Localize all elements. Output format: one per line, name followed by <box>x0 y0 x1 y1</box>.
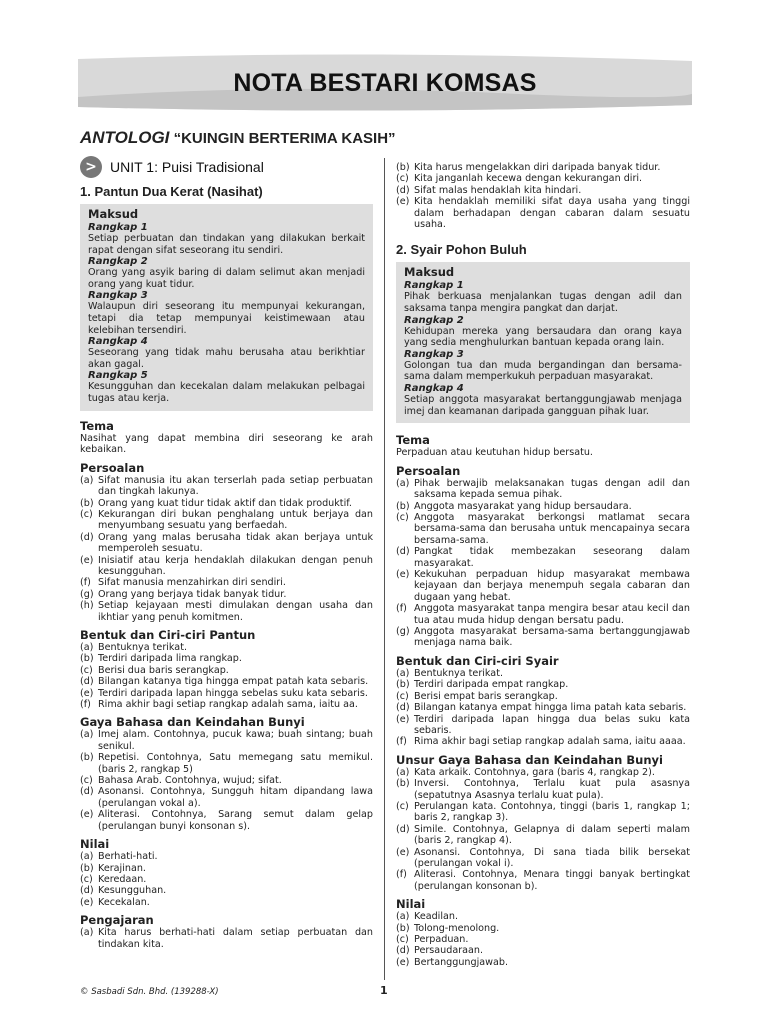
persoalan-list <box>396 478 690 649</box>
left-column <box>80 153 373 950</box>
bentuk-heading: Bentuk dan Ciri-ciri Pantun <box>80 628 256 642</box>
tema-heading: Tema <box>396 433 430 448</box>
bentuk-list <box>80 642 373 710</box>
list-item: (c) Berisi empat baris serangkap. <box>396 690 558 702</box>
pengajaran-heading: Pengajaran <box>80 913 154 928</box>
list-item: (f) Rima akhir bagi setiap rangkap adalah sama, iaitu aa. <box>80 699 358 711</box>
chevron-right-icon: > <box>80 156 102 178</box>
persoalan-heading: Persoalan <box>80 460 145 475</box>
list-item: (b) Kita harus mengelakkan diri daripada banyak tidur. <box>396 162 661 173</box>
maksud-box-syair <box>396 262 690 423</box>
list-item: (c) Keredaan. <box>80 873 147 885</box>
list-item: (b) Kerajinan. <box>80 862 146 874</box>
maksud-heading: Maksud <box>88 207 139 221</box>
list-item: (e) Kekukuhan perpaduan hidup masyarakat membawa kejayaan dan berjaya menempuh segala cabaran dan dugaan yang hebat. <box>396 569 690 603</box>
unit-title: UNIT 1: Puisi Tradisional <box>110 158 264 175</box>
list-item: (d) Pangkat tidak membezakan seseorang dalam masyarakat. <box>396 546 690 569</box>
list-item: (f) Sifat manusia menzahirkan diri sendiri. <box>80 577 286 589</box>
list-item: (a) Imej alam. Contohnya, pucuk kawa; buah sintang; buah senikul. <box>80 729 373 752</box>
pengajaran-list-continued <box>396 162 690 230</box>
list-item: (e) Bertanggungjawab. <box>396 956 508 968</box>
list-item: (c) Kita janganlah kecewa dengan kekurangan diri. <box>396 173 643 185</box>
section-title-pantun: 1. Pantun Dua Kerat (Nasihat) <box>80 184 263 199</box>
list-item: (e) Kita hendaklah memiliki sifat daya usaha yang tinggi dalam berhadapan dengan cabaran dalam sesuatu usaha. <box>396 196 690 231</box>
list-item: (a) Keadilan. <box>396 911 459 923</box>
list-item: (f) Rima akhir bagi setiap rangkap adalah sama, iaitu aaaa. <box>396 736 686 748</box>
rangkap-label: Rangkap 5 <box>88 370 148 382</box>
list-item: (d) Bilangan katanya empat hingga lima patah kata sebaris. <box>396 702 687 714</box>
rangkap-label: Rangkap 2 <box>404 314 464 326</box>
rangkap-text: Pihak berkuasa menjalankan tugas dengan adil dan saksama tanpa mengira pangkat dan darjat. <box>404 291 682 315</box>
list-item: (e) Terdiri daripada lapan hingga dua belas suku kata sebaris. <box>396 713 690 736</box>
list-item: (b) Orang yang kuat tidur tidak aktif dan tidak produktif. <box>80 497 352 509</box>
list-item: (f) Anggota masyarakat tanpa mengira besar atau kecil dan tua atau muda hidup dengan bersatu padu. <box>396 603 690 626</box>
unit-heading <box>80 153 373 180</box>
rangkap-label: Rangkap 2 <box>88 256 148 268</box>
list-item: (a) Pihak berwajib melaksanakan tugas dengan adil dan saksama kepada semua pihak. <box>396 477 690 501</box>
title-banner <box>78 53 692 113</box>
nilai-heading: Nilai <box>80 837 110 852</box>
list-item: (d) Kesungguhan. <box>80 885 167 897</box>
page-number: 1 <box>380 984 388 997</box>
rangkap-text: Walaupun diri seseorang itu mempunyai kekurangan, tetapi dia tetap mempunyai keistimewaan atau kelebihan tersendiri. <box>88 301 365 336</box>
list-item: (g) Orang yang berjaya tidak banyak tidur. <box>80 588 287 600</box>
column-divider <box>384 158 385 980</box>
list-item: (e) Inisiatif atau kerja hendaklah dilakukan dengan penuh kesungguhan. <box>80 554 373 577</box>
list-item: (h) Setiap kejayaan mesti dimulakan dengan usaha dan ikhtiar yang penuh komitmen. <box>80 600 373 623</box>
rangkap-text: Orang yang asyik baring di dalam selimut akan menjadi orang yang kuat tidur. <box>88 267 365 290</box>
rangkap-text: Setiap perbuatan dan tindakan yang dilakukan berkait rapat dengan sifat seseorang itu sendiri. <box>88 233 365 256</box>
list-item: (a) Kata arkaik. Contohnya, gara (baris 4, rangkap 2). <box>396 766 655 778</box>
copyright-footer: © Sasbadi Sdn. Bhd. (139288-X) <box>80 987 219 997</box>
list-item: (c) Berisi dua baris serangkap. <box>80 664 229 676</box>
persoalan-list <box>80 475 373 623</box>
list-item: (d) Asonansi. Contohnya, Sungguh hitam dipandang lawa (perulangan vokal a). <box>80 786 373 809</box>
list-item: (b) Tolong-menolong. <box>396 922 500 934</box>
list-item: (c) Kekurangan diri bukan penghalang untuk berjaya dan menyumbang sesuatu yang berfaedah. <box>80 508 373 532</box>
list-item: (e) Asonansi. Contohnya, Di sana tiada bilik bersekat (perulangan vokal i). <box>396 846 690 869</box>
rangkap-text: Setiap anggota masyarakat bertanggungjawab menjaga imej dan keamanan daripada gangguan pihak luar. <box>404 394 682 417</box>
list-item: (e) Terdiri daripada lapan hingga sebelas suku kata sebaris. <box>80 687 368 699</box>
nilai-list <box>396 911 690 968</box>
tema-heading: Tema <box>80 418 114 433</box>
rangkap-label: Rangkap 4 <box>88 336 148 348</box>
rangkap-label: Rangkap 4 <box>404 383 464 394</box>
list-item: (d) Bilangan katanya tiga hingga empat patah kata sebaris. <box>80 676 369 688</box>
rangkap-text: Kesungguhan dan kecekalan dalam melakukan pelbagai tugas atau kerja. <box>88 381 365 404</box>
section-title-syair: 2. Syair Pohon Buluh <box>396 242 527 258</box>
list-item: (d) Simile. Contohnya, Gelapnya di dalam seperti malam (baris 2, rangkap 4). <box>396 823 690 847</box>
list-item: (d) Sifat malas hendaklah kita hindari. <box>396 184 582 196</box>
list-item: (d) Persaudaraan. <box>396 945 484 957</box>
rangkap-text: Kehidupan mereka yang bersaudara dan orang kaya yang sedia menghulurkan bantuan kepada orang lain. <box>404 325 682 349</box>
tema-text: Nasihat yang dapat membina diri seseorang ke arah kebaikan. <box>80 432 373 456</box>
list-item: (e) Aliterasi. Contohnya, Sarang semut dalam gelap (perulangan bunyi konsonan s). <box>80 809 373 832</box>
list-item: (c) Perulangan kata. Contohnya, tinggi (baris 1, rangkap 1; baris 2, rangkap 3). <box>396 800 690 824</box>
list-item: (f) Aliterasi. Contohnya, Menara tinggi banyak bertingkat (perulangan konsonan b). <box>396 869 690 892</box>
rangkap-label: Rangkap 3 <box>88 290 148 302</box>
bentuk-list <box>396 668 690 748</box>
list-item: (c) Bahasa Arab. Contohnya, wujud; sifat. <box>80 775 282 787</box>
list-item: (b) Repetisi. Contohnya, Satu memegang satu memikul. (baris 2, rangkap 5) <box>80 752 373 775</box>
list-item: (a) Bentuknya terikat. <box>396 667 503 679</box>
list-item: (a) Sifat manusia itu akan terserlah pada setiap perbuatan dan tingkah lakunya. <box>80 474 373 498</box>
gaya-heading: Gaya Bahasa dan Keindahan Bunyi <box>80 715 305 730</box>
rangkap-label: Rangkap 1 <box>88 222 148 233</box>
list-item: (a) Berhati-hati. <box>80 851 158 863</box>
list-item: (b) Anggota masyarakat yang hidup bersaudara. <box>396 500 632 512</box>
rangkap-text: Golongan tua dan muda bergandingan dan bersama-sama dalam memperkukuh perpaduan masyarakat. <box>404 359 682 383</box>
antologi-label: ANTOLOGI <box>80 128 170 147</box>
list-item: (b) Inversi. Contohnya, Terlalu kuat pula asasnya (sepatutnya Asasnya terlalu kuat pula). <box>396 778 690 801</box>
page-title: NOTA BESTARI KOMSAS <box>233 69 537 97</box>
list-item: (a) Bentuknya terikat. <box>80 642 187 653</box>
nilai-heading: Nilai <box>396 897 426 912</box>
antologi-heading <box>80 128 396 148</box>
pengajaran-list <box>80 927 373 950</box>
rangkap-label: Rangkap 3 <box>404 348 464 360</box>
bentuk-heading: Bentuk dan Ciri-ciri Syair <box>396 653 559 668</box>
nilai-list <box>80 851 373 908</box>
list-item: (b) Terdiri daripada lima rangkap. <box>80 653 242 665</box>
maksud-box-pantun <box>80 204 373 411</box>
list-item: (c) Perpaduan. <box>396 934 469 945</box>
list-item: (d) Orang yang malas berusaha tidak akan berjaya untuk memperoleh sesuatu. <box>80 531 373 555</box>
gaya-heading: Unsur Gaya Bahasa dan Keindahan Bunyi <box>396 752 663 767</box>
list-item: (a) Kita harus berhati-hati dalam setiap perbuatan dan tindakan kita. <box>80 927 373 950</box>
persoalan-heading: Persoalan <box>396 463 461 478</box>
list-item: (c) Anggota masyarakat berkongsi matlamat secara bersama-sama dan berusaha untuk mencapainya secara bersama-sama. <box>396 512 690 546</box>
list-item: (e) Kecekalan. <box>80 896 150 908</box>
rangkap-label: Rangkap 1 <box>404 280 464 292</box>
antologi-title: “KUINGIN BERTERIMA KASIH” <box>173 130 396 147</box>
maksud-heading: Maksud <box>404 265 455 280</box>
right-column <box>396 162 690 968</box>
gaya-list <box>80 729 373 832</box>
list-item: (g) Anggota masyarakat bersama-sama bertanggungjawab menjaga nama baik. <box>396 626 690 649</box>
list-item: (b) Terdiri daripada empat rangkap. <box>396 679 569 691</box>
gaya-list <box>396 767 690 892</box>
tema-text: Perpaduan atau keutuhan hidup bersatu. <box>396 447 593 459</box>
rangkap-text: Seseorang yang tidak mahu berusaha atau berikhtiar akan gagal. <box>88 347 365 370</box>
